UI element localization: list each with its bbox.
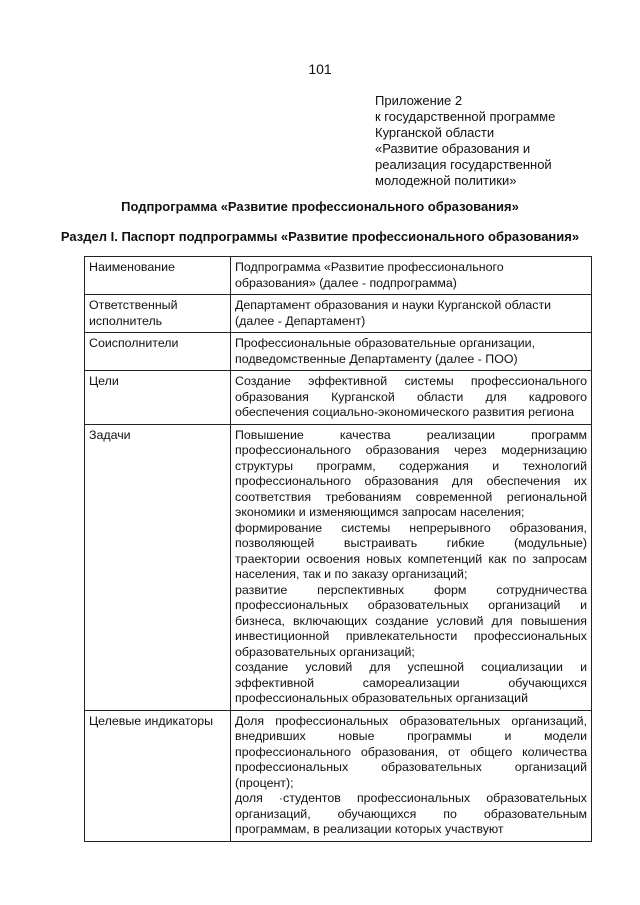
table-row: [85, 371, 592, 425]
content-line: развитие перспективных форм сотрудничества: [235, 582, 587, 597]
content-line: Профессиональные образовательные организации,: [235, 336, 536, 350]
appendix-line: к государственной программе: [375, 109, 556, 124]
content-line: Создание эффективной системы профессионального: [235, 374, 587, 388]
subprogram-title: Подпрограмма «Развитие профессионального образования»: [121, 199, 519, 214]
content-line: формирование системы непрерывного образования,: [235, 520, 587, 535]
appendix-line: Курганской области: [375, 125, 495, 140]
content-line: Повышение качества реализации программ: [235, 427, 587, 442]
page-number: 101: [308, 61, 332, 77]
table-row: [85, 710, 592, 841]
content-line: обеспечения социально-экономического развития региона: [235, 405, 575, 419]
content-line: структуры программ, содержания и технологий: [235, 458, 587, 473]
content-line: организаций, обучающихся по образовательным: [235, 806, 587, 821]
appendix-block: [375, 93, 585, 189]
content-line: внедривших новые программы и модели: [235, 729, 587, 743]
row-label: Соисполнители: [85, 333, 231, 371]
content-line: Департамент образования и науки Курганской области: [235, 298, 552, 312]
passport-table-body: [85, 257, 592, 842]
table-row: [85, 424, 592, 710]
row-content: [231, 710, 592, 841]
content-line: (процент);: [235, 775, 294, 790]
content-line: Подпрограмма «Развитие профессионального: [235, 260, 504, 274]
content-line: доля ·студентов профессиональных образовательных: [235, 791, 587, 805]
content-line: профессиональных образовательных организаций и: [235, 598, 587, 612]
table-row: [85, 257, 592, 295]
content-line: подведомственные Департаменту (далее - ПОО): [235, 351, 518, 366]
row-label: Задачи: [85, 424, 231, 710]
appendix-line: «Развитие образования и: [375, 141, 531, 156]
content-line: траектории освоения новых компетенций как по запросам: [235, 551, 587, 566]
content-line: программам, в реализации которых участвуют: [235, 822, 504, 836]
content-line: создание условий для успешной социализации и: [235, 660, 587, 674]
content-line: профессионального образования для обеспечения их: [235, 474, 587, 488]
row-label: Ответственный исполнитель: [85, 295, 231, 333]
row-content: [231, 371, 592, 425]
content-line: профессионального образования, от общего количества: [235, 744, 587, 759]
content-line: инвестиционной привлекательности профессиональных: [235, 629, 587, 643]
table-row: [85, 295, 592, 333]
row-label: Целевые индикаторы: [85, 710, 231, 841]
row-content: [231, 333, 592, 371]
table-row: [85, 333, 592, 371]
section-title: Раздел I. Паспорт подпрограммы «Развитие профессионального образования»: [60, 229, 580, 244]
row-content: [231, 424, 592, 710]
content-line: образования Курганской области для кадрового: [235, 389, 587, 404]
content-line: экономики и изменяющимся запросам населения;: [235, 505, 525, 519]
appendix-line: молодежной политики»: [375, 173, 517, 188]
content-line: соответствия требованиям современной региональной: [235, 489, 587, 504]
content-line: Доля профессиональных образовательных организаций,: [235, 713, 587, 728]
content-line: образовательных организаций;: [235, 644, 415, 659]
content-line: бизнеса, включающих создание условий для повышения: [235, 613, 587, 628]
content-line: профессиональных образовательных организаций: [235, 760, 587, 774]
row-label: Наименование: [85, 257, 231, 295]
content-line: образования» (далее - подпрограмма): [235, 275, 457, 290]
appendix-line: Приложение 2: [375, 93, 463, 108]
content-line: профессиональных образовательных организаций: [235, 691, 528, 705]
content-line: позволяющей выстраивать гибкие (модульные): [235, 536, 587, 550]
content-line: (далее - Департамент): [235, 313, 366, 328]
content-line: эффективной самореализации обучающихся: [235, 675, 587, 690]
content-line: населения, так и по заказу организаций;: [235, 567, 468, 581]
row-content: [231, 257, 592, 295]
row-label: Цели: [85, 371, 231, 425]
passport-table: [84, 256, 592, 842]
row-content: [231, 295, 592, 333]
content-line: профессионального образования через модернизацию: [235, 443, 587, 457]
appendix-line: реализация государственной: [375, 157, 552, 172]
